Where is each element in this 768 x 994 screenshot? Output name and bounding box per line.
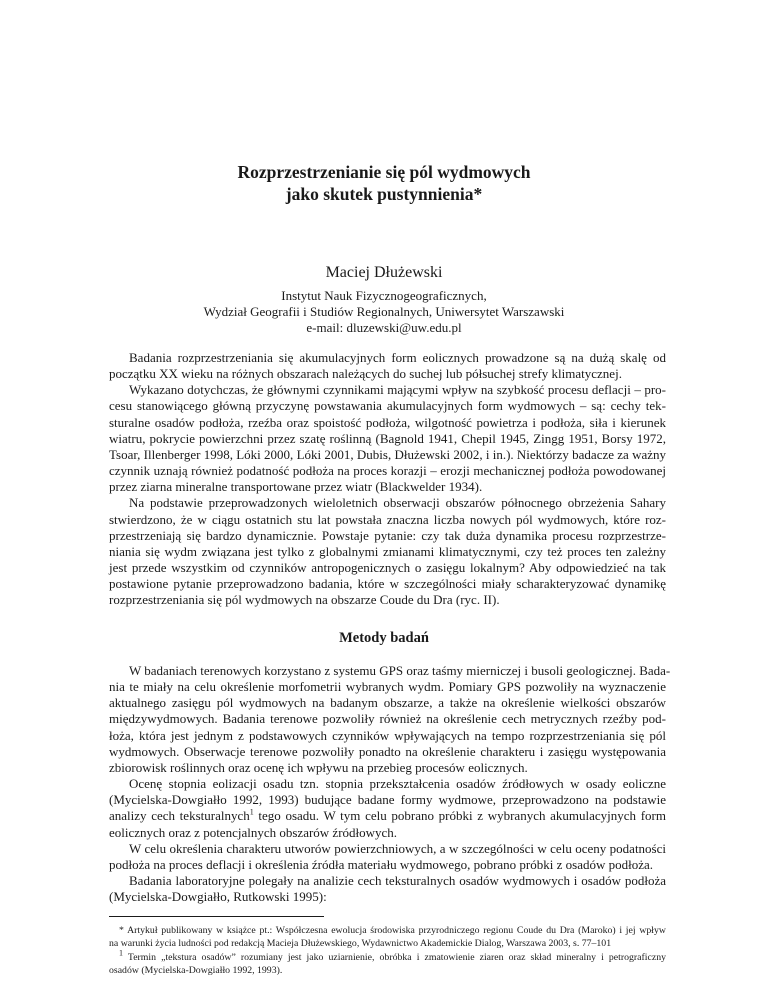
text-line: sturalne osadów podłoża, rzeźba oraz spoistość podłoża, wilgotność powietrza i podłoża, siła i kierunek [109,414,666,430]
text-fragment: Termin „tekstura osadów” rozumiany jest jako uziarnienie, obróbka i zmatowienie ziaren oraz skład mineralny i petrograficzny [123,952,666,963]
text-line: jest przede wszystkim od czynników antropogenicznych o zasięgu lokalnym? Aby odpowiedzieć na tak [109,560,666,576]
text-line: międzywydmowych. Badania terenowe pozwoliły również na określenie cech metrycznych rzeźby pod- [109,711,666,727]
affiliation-line-2: Wydział Geografii i Studiów Regionalnych, Uniwersytet Warszawski [203,304,565,319]
text-line: Wykazano dotychczas, że głównymi czynnikami mającymi wpływ na szybkość procesu deflacji – pro- [129,382,666,398]
intro-paragraph-2 [109,382,666,495]
text-line: podłoża na proces deflacji i określenia źródła materiału wydmowego, pobrano próbki z osadów podłoża. [109,856,654,872]
footnote-marker: 1 [119,948,123,958]
footnote-line: * Artykuł publikowany w książce pt.: Współczesna ewolucja środowiska przyrodniczego regionu Coude du Dra (Maroko) i jej wpływ [119,925,666,936]
text-line: cesu stanowiącego główną przyczynę powstawania akumulacyjnych form wydmowych – są: cechy tek- [109,398,666,414]
text-line: Na podstawie przeprowadzonych wieloletnich obserwacji obszarów północnego obrzeżenia Sahary [129,495,666,511]
title-line-1: Rozprzestrzenianie się pól wydmowych [237,162,531,182]
text-line: wydmowych. Obserwacje terenowe pozwoliły ponadto na określenie charakteru i zasięgu występowania [109,743,666,759]
text-fragment: analizy cech teksturalnych [109,808,250,824]
affiliation-line-1: Instytut Nauk Fizycznogeograficznych, [281,288,487,303]
section-heading: Metody badań [339,630,429,646]
text-fragment: tego osadu. W tym celu pobrano próbki z wybranych akumulacyjnych form [253,808,667,824]
text-line: eolicznych oraz z potencjalnych obszarów źródłowych. [109,824,398,840]
footnote-line: na warunki życia ludności pod redakcją Macieja Dłużewskiego, Wydawnictwo Akademickie Dialog, Warszawa 2003, s. 77–101 [109,938,612,949]
text-line: (Mycielska-Dowgiałło 1992, 1993) budujące badane formy wydmowe, przeprowadzono na podstawie [109,792,666,808]
title-line-2: jako skutek pustynnienia* [285,184,483,204]
text-line: Badania laboratoryjne polegały na analizie cech teksturalnych osadów wydmowych i osadów podłoża [129,873,666,889]
affiliation [0,288,768,336]
methods-paragraph-2 [109,776,666,841]
text-line: (Mycielska-Dowgiałło, Rutkowski 1995): [109,889,327,905]
footnote-line [109,948,666,964]
text-line: aktualnego zasięgu pól wydmowych na badanym obszarze, a także na określenie wielkości obszarów [109,695,666,711]
paper-title [0,161,768,205]
footnote-1 [109,924,666,950]
text-line: łoża, która jest jednym z podstawowych czynników wpływających na tempo rozprzestrzeniania się pól [109,727,666,743]
text-line-with-footnote [109,808,666,824]
text-line: Tsoar, Illenberger 1998, Lóki 2000, Lóki 2001, Dubis, Dłużewski 2002, i in.). Niektórzy badacze za ważny [109,446,666,462]
text-line: Ocenę stopnia eolizacji osadu tzn. stopnia przekształcenia osadów źródłowych w osady eoliczne [129,776,666,792]
text-line: czynnik uznają również podatność podłoża na proces korazji – erozji mechanicznej podłoża powodowanej [109,463,666,479]
text-line: zbiorowisk roślinnych oraz ocenę ich wpływu na przebieg procesów eolicznych. [109,759,528,775]
text-line: postawione pytanie przeprowadzono badania, które w szczególności miały scharakteryzować dynamikę [109,576,666,592]
affiliation-email: e-mail: dluzewski@uw.edu.pl [306,320,462,335]
text-line: przez ziarna mineralne transportowane przez wiatr (Blackwelder 1934). [109,479,483,495]
footnote-line: osadów (Mycielska-Dowgiałło 1992, 1993). [109,965,283,976]
text-line: rozprzestrzeniania się pól wydmowych na obszarze Coude du Dra (ryc. II). [109,592,500,608]
text-line: nia te miały na celu określenie morfometrii wybranych wydm. Pomiary GPS pozwoliły na wyznaczenie [109,679,666,695]
text-line: początku XX wieku na różnych obszarach należących do suchej lub półsuchej strefy klimatycznej. [109,366,622,382]
text-line: niania się wydm związana jest tylko z globalnymi zmianami klimatycznymi, czy też proces ten zależny [109,543,666,559]
intro-paragraph-1 [109,350,666,382]
text-line: W celu określenia charakteru utworów powierzchniowych, a w szczególności w celu oceny podatności [129,840,666,856]
methods-paragraph-1 [109,663,671,776]
text-line: przestrzeniają się bardzo dynamicznie. Powstaje pytanie: czy tak duża dynamika procesu rozprzestrze- [109,527,666,543]
text-line: stwierdzono, że w ciągu ostatnich stu lat powstała znaczna liczba nowych pól wydmowych, które roz- [109,511,666,527]
methods-text [109,663,671,905]
footnote-marker: 1 [249,808,254,818]
intro-paragraph-3 [109,495,666,608]
intro-text [109,350,666,609]
text-line: Badania rozprzestrzeniania się akumulacyjnych form eolicznych prowadzone są na dużą skalę od [129,350,666,365]
text-line: W badaniach terenowych korzystano z systemu GPS oraz taśmy mierniczej i busoli geologicznej. Bada- [129,663,671,678]
methods-paragraph-4 [109,873,666,905]
footnote-2 [109,948,666,977]
footnote-separator [109,916,324,917]
text-line: wiatru, pokrycie powierzchni przez szatę roślinną (Bagnold 1941, Chepil 1945, Zingg 1951, Borsy 1972, [109,430,666,446]
methods-paragraph-3 [109,841,666,873]
author-name: Maciej Dłużewski [325,264,443,281]
